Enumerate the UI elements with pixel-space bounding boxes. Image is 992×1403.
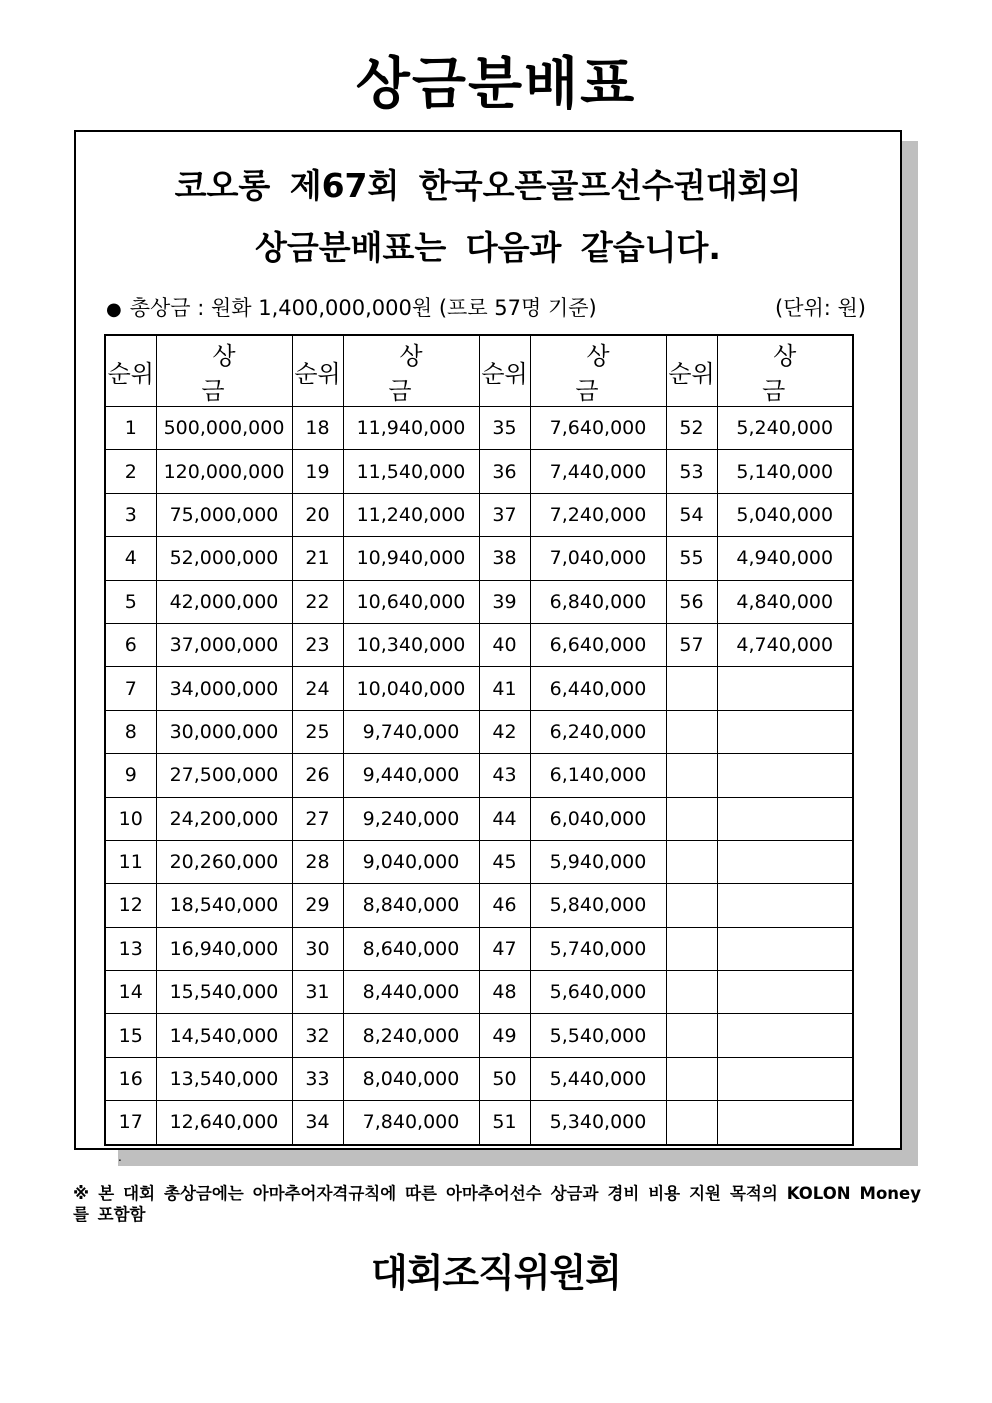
rank-cell: 50: [479, 1057, 530, 1100]
amount-cell: 16,940,000: [156, 927, 292, 970]
amount-cell: 15,540,000: [156, 971, 292, 1014]
rank-cell: 10: [105, 797, 156, 840]
amount-cell: 5,640,000: [530, 971, 666, 1014]
rank-cell: 3: [105, 493, 156, 536]
rank-cell: 6: [105, 623, 156, 666]
amount-cell: 10,340,000: [343, 623, 479, 666]
total-prize-info: [106, 292, 597, 322]
amount-cell: 8,440,000: [343, 971, 479, 1014]
rank-cell: 21: [292, 537, 343, 580]
rank-cell: [666, 971, 717, 1014]
rank-cell: 18: [292, 407, 343, 450]
amount-cell: 5,440,000: [530, 1057, 666, 1100]
rank-cell: 26: [292, 754, 343, 797]
rank-cell: 39: [479, 580, 530, 623]
rank-cell: 57: [666, 623, 717, 666]
amount-cell: 20,260,000: [156, 840, 292, 883]
amount-cell: 5,040,000: [717, 493, 853, 536]
rank-cell: 56: [666, 580, 717, 623]
amount-cell: [717, 797, 853, 840]
rank-cell: [666, 710, 717, 753]
rank-cell: 41: [479, 667, 530, 710]
amount-cell: 7,840,000: [343, 1101, 479, 1145]
rank-cell: 43: [479, 754, 530, 797]
amount-cell: 6,840,000: [530, 580, 666, 623]
amount-cell: 6,640,000: [530, 623, 666, 666]
amount-cell: 42,000,000: [156, 580, 292, 623]
amount-cell: 18,540,000: [156, 884, 292, 927]
rank-cell: 31: [292, 971, 343, 1014]
amount-cell: 5,240,000: [717, 407, 853, 450]
rank-cell: 40: [479, 623, 530, 666]
amount-cell: 27,500,000: [156, 754, 292, 797]
header-rank: 순위: [666, 335, 717, 407]
prize-box: [74, 130, 902, 1150]
amount-cell: 5,540,000: [530, 1014, 666, 1057]
amount-cell: 120,000,000: [156, 450, 292, 493]
table-row: [105, 623, 853, 666]
amount-cell: 500,000,000: [156, 407, 292, 450]
header-rank: 순위: [292, 335, 343, 407]
rank-cell: 51: [479, 1101, 530, 1145]
rank-cell: 17: [105, 1101, 156, 1145]
rank-cell: 34: [292, 1101, 343, 1145]
amount-cell: [717, 1057, 853, 1100]
amount-cell: 5,340,000: [530, 1101, 666, 1145]
amount-cell: 4,840,000: [717, 580, 853, 623]
amount-cell: 7,440,000: [530, 450, 666, 493]
rank-cell: [666, 884, 717, 927]
table-row: [105, 537, 853, 580]
rank-cell: 9: [105, 754, 156, 797]
amount-cell: [717, 1014, 853, 1057]
amount-cell: 7,240,000: [530, 493, 666, 536]
amount-cell: [717, 884, 853, 927]
amount-cell: 8,240,000: [343, 1014, 479, 1057]
rank-cell: 5: [105, 580, 156, 623]
table-row: [105, 927, 853, 970]
amount-cell: 9,440,000: [343, 754, 479, 797]
amount-cell: 11,240,000: [343, 493, 479, 536]
amount-cell: 6,040,000: [530, 797, 666, 840]
amount-cell: 10,640,000: [343, 580, 479, 623]
rank-cell: 1: [105, 407, 156, 450]
table-row: [105, 407, 853, 450]
header-amount: 상 금: [343, 335, 479, 407]
unit-label: (단위: 원): [775, 296, 866, 320]
header-rank: 순위: [479, 335, 530, 407]
amount-cell: [717, 927, 853, 970]
amount-cell: 13,540,000: [156, 1057, 292, 1100]
rank-cell: 15: [105, 1014, 156, 1057]
table-row: [105, 1101, 853, 1145]
rank-cell: 11: [105, 840, 156, 883]
rank-cell: 22: [292, 580, 343, 623]
rank-cell: 46: [479, 884, 530, 927]
amount-cell: [717, 754, 853, 797]
amount-cell: 4,940,000: [717, 537, 853, 580]
amount-cell: [717, 840, 853, 883]
rank-cell: 33: [292, 1057, 343, 1100]
table-row: [105, 667, 853, 710]
table-header-row: [105, 335, 853, 407]
rank-cell: 27: [292, 797, 343, 840]
amount-cell: 11,940,000: [343, 407, 479, 450]
table-row: [105, 754, 853, 797]
amount-cell: 12,640,000: [156, 1101, 292, 1145]
rank-cell: 42: [479, 710, 530, 753]
amount-cell: 52,000,000: [156, 537, 292, 580]
headline-line-1: 코오롱 제67회 한국오픈골프선수권대회의: [174, 166, 802, 205]
stray-dot: .: [118, 1150, 122, 1164]
amount-cell: 24,200,000: [156, 797, 292, 840]
amount-cell: 5,940,000: [530, 840, 666, 883]
rank-cell: [666, 1101, 717, 1145]
rank-cell: 37: [479, 493, 530, 536]
amount-cell: 6,140,000: [530, 754, 666, 797]
amount-cell: 7,040,000: [530, 537, 666, 580]
rank-cell: 23: [292, 623, 343, 666]
amount-cell: [717, 710, 853, 753]
header-amount: 상 금: [530, 335, 666, 407]
rank-cell: 20: [292, 493, 343, 536]
rank-cell: 14: [105, 971, 156, 1014]
rank-cell: 29: [292, 884, 343, 927]
rank-cell: 44: [479, 797, 530, 840]
header-amount: 상 금: [156, 335, 292, 407]
amount-cell: 75,000,000: [156, 493, 292, 536]
header-amount: 상 금: [717, 335, 853, 407]
rank-cell: 53: [666, 450, 717, 493]
table-row: [105, 797, 853, 840]
amount-cell: 9,740,000: [343, 710, 479, 753]
rank-cell: [666, 927, 717, 970]
amount-cell: [717, 971, 853, 1014]
amount-cell: 10,940,000: [343, 537, 479, 580]
table-row: [105, 1057, 853, 1100]
rank-cell: 30: [292, 927, 343, 970]
rank-cell: 54: [666, 493, 717, 536]
rank-cell: 38: [479, 537, 530, 580]
rank-cell: [666, 840, 717, 883]
amount-cell: 5,140,000: [717, 450, 853, 493]
amount-cell: [717, 667, 853, 710]
rank-cell: 55: [666, 537, 717, 580]
amount-cell: 14,540,000: [156, 1014, 292, 1057]
bullet-icon: ●: [106, 299, 122, 320]
rank-cell: 36: [479, 450, 530, 493]
footnote: ※ 본 대회 총상금에는 아마추어자격규칙에 따른 아마추어선수 상금과 경비 비용 지원 목적의 KOLON Money를 포함함: [73, 1184, 921, 1224]
organizer: 대회조직위원회: [371, 1251, 621, 1295]
rank-cell: [666, 1057, 717, 1100]
table-row: [105, 493, 853, 536]
rank-cell: 49: [479, 1014, 530, 1057]
amount-cell: 5,840,000: [530, 884, 666, 927]
prize-table: [104, 334, 854, 1146]
page-title: 상금분배표: [355, 52, 637, 117]
rank-cell: [666, 667, 717, 710]
table-row: [105, 884, 853, 927]
rank-cell: 45: [479, 840, 530, 883]
table-row: [105, 971, 853, 1014]
rank-cell: 47: [479, 927, 530, 970]
amount-cell: 8,640,000: [343, 927, 479, 970]
rank-cell: 8: [105, 710, 156, 753]
header-rank: 순위: [105, 335, 156, 407]
rank-cell: 28: [292, 840, 343, 883]
amount-cell: 4,740,000: [717, 623, 853, 666]
amount-cell: 11,540,000: [343, 450, 479, 493]
amount-cell: 9,240,000: [343, 797, 479, 840]
table-row: [105, 710, 853, 753]
amount-cell: 7,640,000: [530, 407, 666, 450]
rank-cell: 52: [666, 407, 717, 450]
amount-cell: 6,440,000: [530, 667, 666, 710]
headline-line-2: 상금분배표는 다음과 같습니다.: [255, 228, 721, 267]
rank-cell: [666, 797, 717, 840]
table-row: [105, 840, 853, 883]
rank-cell: 32: [292, 1014, 343, 1057]
amount-cell: 8,040,000: [343, 1057, 479, 1100]
table-row: [105, 580, 853, 623]
amount-cell: 34,000,000: [156, 667, 292, 710]
amount-cell: 5,740,000: [530, 927, 666, 970]
table-row: [105, 1014, 853, 1057]
rank-cell: 24: [292, 667, 343, 710]
rank-cell: 4: [105, 537, 156, 580]
rank-cell: [666, 754, 717, 797]
rank-cell: 48: [479, 971, 530, 1014]
rank-cell: 19: [292, 450, 343, 493]
rank-cell: 35: [479, 407, 530, 450]
amount-cell: 37,000,000: [156, 623, 292, 666]
rank-cell: 16: [105, 1057, 156, 1100]
amount-cell: 9,040,000: [343, 840, 479, 883]
rank-cell: [666, 1014, 717, 1057]
rank-cell: 12: [105, 884, 156, 927]
rank-cell: 7: [105, 667, 156, 710]
rank-cell: 13: [105, 927, 156, 970]
amount-cell: 8,840,000: [343, 884, 479, 927]
total-prize-text: 총상금 : 원화 1,400,000,000원 (프로 57명 기준): [129, 296, 597, 320]
table-row: [105, 450, 853, 493]
amount-cell: 6,240,000: [530, 710, 666, 753]
rank-cell: 2: [105, 450, 156, 493]
amount-cell: 30,000,000: [156, 710, 292, 753]
rank-cell: 25: [292, 710, 343, 753]
amount-cell: [717, 1101, 853, 1145]
amount-cell: 10,040,000: [343, 667, 479, 710]
